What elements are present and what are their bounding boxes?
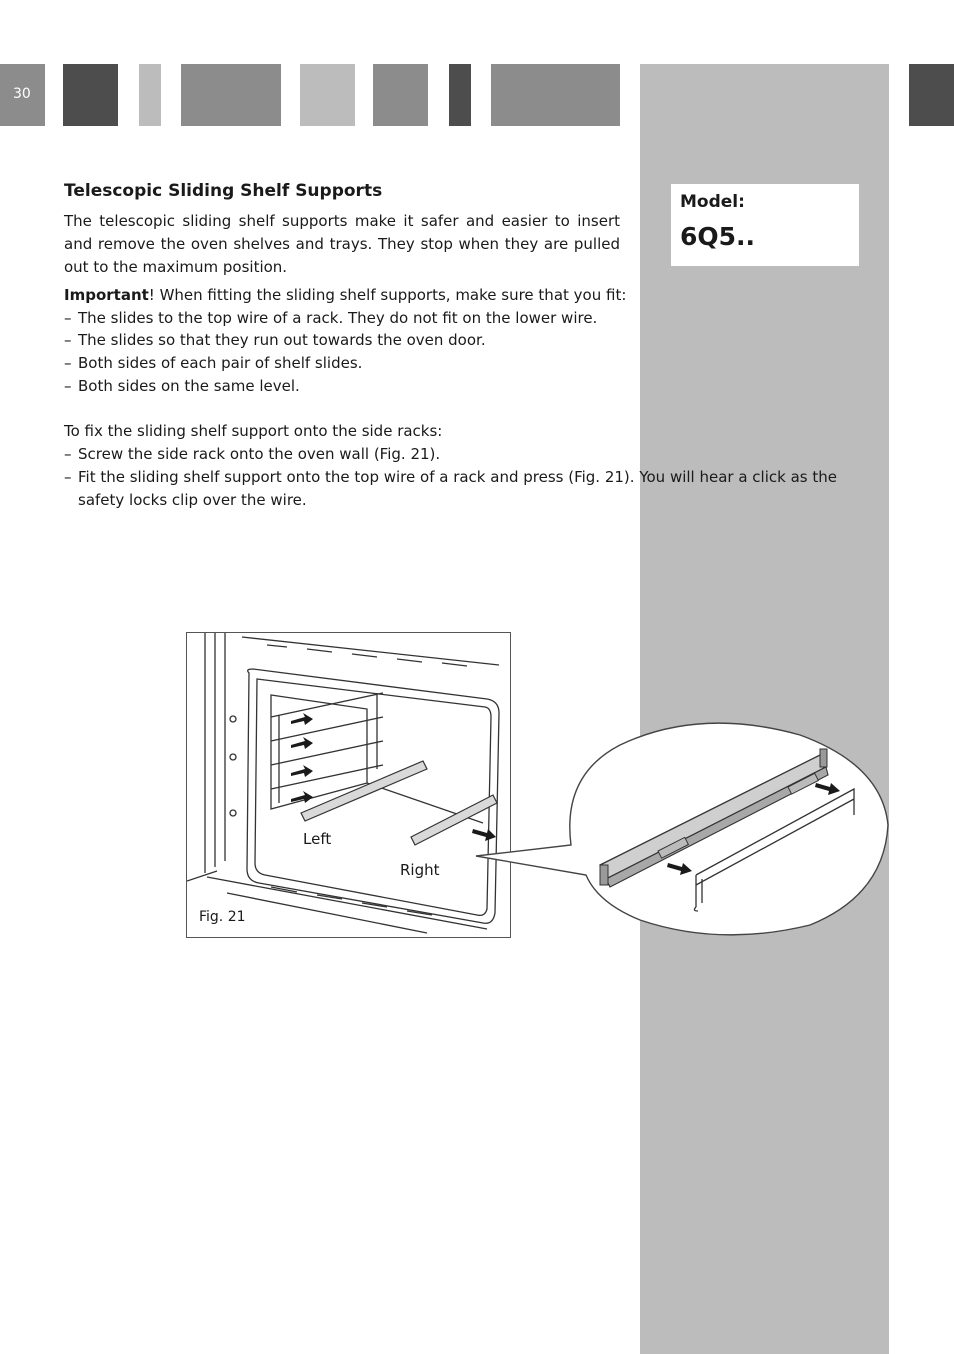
model-label: Model: [680, 192, 745, 212]
header-block-3 [181, 64, 281, 126]
important-label: Important [64, 286, 149, 304]
list-dash: – [64, 445, 72, 463]
model-value: 6Q5.. [680, 222, 756, 251]
fix-item-2-continued: safety locks clip over the wire. [78, 491, 307, 509]
figure-oven-frame [186, 632, 511, 938]
header-block-4 [300, 64, 355, 126]
zoom-detail-illustration [470, 715, 890, 940]
label-right: Right [400, 861, 440, 879]
important-item-3: Both sides of each pair of shelf slides. [78, 354, 363, 372]
page-number-block [0, 64, 45, 126]
fix-intro: To fix the sliding shelf support onto the side racks: [64, 422, 443, 440]
list-dash: – [64, 377, 72, 395]
oven-illustration [187, 633, 510, 937]
header-block-6 [449, 64, 471, 126]
important-line [64, 286, 626, 304]
header-block-8 [909, 64, 954, 126]
list-dash: – [64, 468, 72, 486]
figure-caption: Fig. 21 [199, 909, 246, 925]
important-item-2: The slides so that they run out towards the oven door. [78, 331, 486, 349]
intro-paragraph: The telescopic sliding shelf supports make it safer and easier to insert and remove the oven shelves and trays. They stop when they are pulled out to the maximum position. [64, 212, 620, 276]
header-block-7 [491, 64, 620, 126]
section-title: Telescopic Sliding Shelf Supports [64, 181, 383, 201]
fix-item-1: Screw the side rack onto the oven wall (Fig. 21). [78, 445, 441, 463]
header-block-2 [139, 64, 161, 126]
list-dash: – [64, 309, 72, 327]
model-box [671, 184, 859, 266]
page-number: 30 [13, 86, 31, 102]
label-left: Left [303, 830, 332, 848]
list-dash: – [64, 354, 72, 372]
important-item-4: Both sides on the same level. [78, 377, 300, 395]
header-block-1 [63, 64, 118, 126]
important-text: ! When fitting the sliding shelf supports, make sure that you fit: [148, 286, 627, 304]
important-item-1: The slides to the top wire of a rack. They do not fit on the lower wire. [78, 309, 598, 327]
list-dash: – [64, 331, 72, 349]
header-block-5 [373, 64, 428, 126]
fix-item-2: Fit the sliding shelf support onto the top wire of a rack and press (Fig. 21). You will hear a click as the [78, 468, 837, 486]
